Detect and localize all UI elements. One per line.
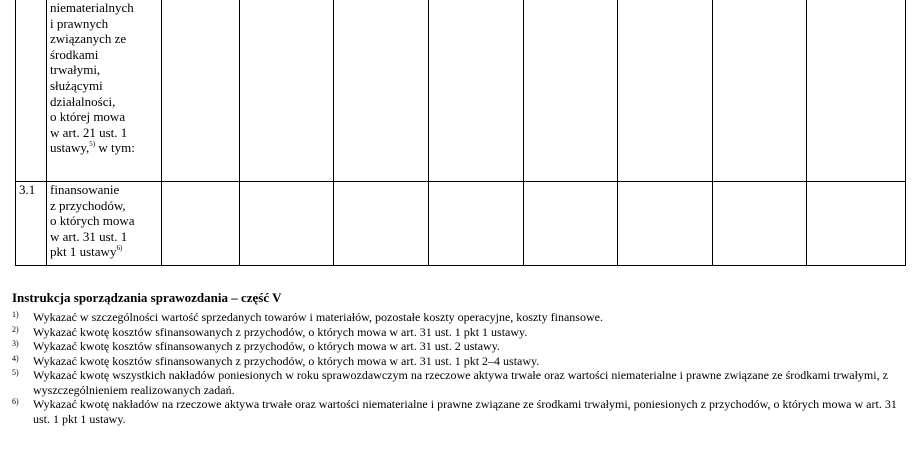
description-line: w art. 31 ust. 1 [50, 228, 128, 244]
value-cell[interactable] [240, 182, 334, 266]
footnote-item [12, 310, 906, 325]
footnote-mark: 6) [12, 397, 19, 406]
description-line: związanych ze [50, 31, 127, 47]
value-cell[interactable] [334, 182, 429, 266]
value-cell[interactable] [618, 0, 713, 182]
row-description-cell [47, 0, 162, 182]
instructions-title: Instrukcja sporządzania sprawozdania – część V [12, 290, 282, 305]
footnote-text: Wykazać kwotę nakładów na rzeczowe aktywa trwałe oraz wartości niematerialne i prawne związane ze środkami trwałymi, poniesionych z przychodów, o których mowa w art. 31 ust. 1 pkt 1 ustawy. [33, 397, 897, 426]
footnote-text: Wykazać kwotę kosztów sfinansowanych z przychodów, o których mowa w art. 31 ust. 1 pkt 2–4 ustawy. [33, 353, 540, 368]
footnote-ref: 5) [89, 140, 96, 149]
footnote-item [12, 368, 906, 397]
value-cell[interactable] [162, 182, 240, 266]
description-line [50, 140, 161, 156]
description-line [50, 244, 161, 260]
row-description-cell [47, 182, 162, 266]
description-line: finansowanie [50, 182, 120, 197]
footnote-item [12, 325, 906, 340]
description-text: pkt 1 ustawy [50, 244, 117, 260]
value-cell[interactable] [524, 0, 618, 182]
instructions-section [12, 290, 906, 426]
footnote-mark: 5) [12, 368, 19, 377]
description-line: i prawnych [50, 15, 109, 31]
value-cell[interactable] [524, 182, 618, 266]
description-text: ustawy, [50, 140, 90, 156]
value-cell[interactable] [807, 182, 906, 266]
description-line: w art. 21 ust. 1 [50, 124, 128, 140]
description-line: działalności, [50, 93, 116, 109]
footnote-mark: 4) [12, 353, 19, 363]
description-text: w tym: [95, 140, 135, 156]
footnote-text: Wykazać kwotę kosztów sfinansowanych z przychodów, o których mowa w art. 31 ust. 2 ustawy. [33, 339, 500, 353]
value-cell[interactable] [429, 0, 524, 182]
value-cell[interactable] [162, 0, 240, 182]
value-cell[interactable] [240, 0, 334, 182]
description-line: niematerialnych [50, 0, 134, 15]
footnote-text: Wykazać w szczególności wartość sprzedanych towarów i materiałów, pozostałe koszty operacyjne, koszty finansowe. [33, 310, 603, 324]
value-cell[interactable] [713, 0, 807, 182]
footnote-mark: 2) [12, 324, 19, 334]
table-row [16, 182, 906, 266]
footnote-mark: 3) [12, 339, 19, 348]
row-number-cell: 3.1 [16, 182, 47, 266]
value-cell[interactable] [807, 0, 906, 182]
description-line: trwałymi, [50, 62, 101, 78]
description-line: o której mowa [50, 109, 126, 125]
value-cell[interactable] [713, 182, 807, 266]
description-line: służącymi [50, 77, 103, 93]
footnote-mark: 1) [12, 310, 19, 319]
table-row [16, 0, 906, 182]
description-line: o których mowa [50, 213, 135, 229]
row-number-cell [16, 0, 47, 182]
footnote-item [12, 354, 906, 369]
footnote-text: Wykazać kwotę kosztów sfinansowanych z przychodów, o których mowa w art. 31 ust. 1 pkt 1 ustawy. [33, 324, 528, 339]
footnote-item [12, 339, 906, 354]
value-cell[interactable] [429, 182, 524, 266]
description-line: z przychodów, [50, 197, 126, 213]
value-cell[interactable] [618, 182, 713, 266]
value-cell[interactable] [334, 0, 429, 182]
footnote-item [12, 397, 906, 426]
footnote-ref: 6) [116, 244, 123, 253]
description-line: środkami [50, 46, 99, 62]
report-table [15, 0, 906, 266]
footnote-text: Wykazać kwotę wszystkich nakładów poniesionych w roku sprawozdawczym na rzeczowe aktywa trwałe oraz wartości niematerialne i prawne związane ze środkami trwałymi, z wyszczególnieniem realizowanych zadań. [33, 368, 888, 397]
